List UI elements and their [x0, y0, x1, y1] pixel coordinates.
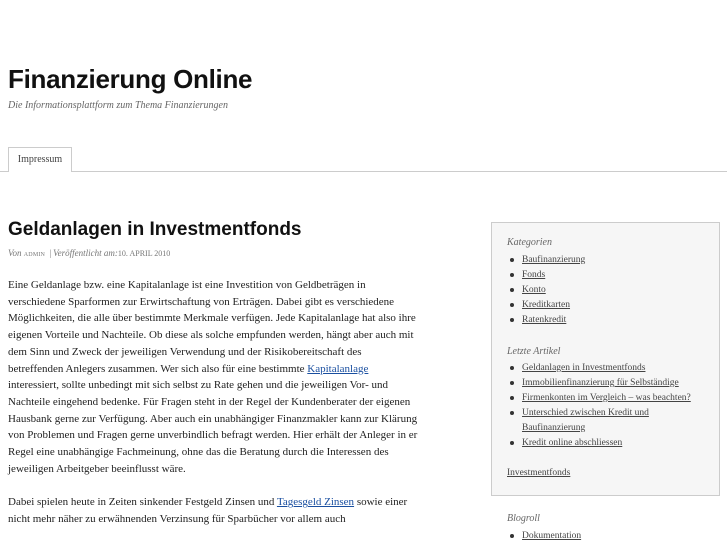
categories-list	[507, 253, 585, 328]
blogroll-heading: Blogroll	[507, 513, 540, 524]
post-meta	[8, 248, 170, 258]
list-item	[507, 376, 707, 391]
recent-post-link[interactable]: Immobilienfinanzierung für Selbständige	[522, 378, 679, 388]
list-item	[507, 253, 585, 268]
list-item	[507, 529, 581, 544]
nav-tab-impressum[interactable]: Impressum	[8, 147, 72, 172]
categories-heading: Kategorien	[507, 237, 552, 248]
post-paragraph	[8, 494, 418, 527]
post-meta-by: Von	[8, 248, 22, 258]
recent-post-link[interactable]: Kredit online abschliessen	[522, 438, 623, 448]
recent-posts-heading: Letzte Artikel	[507, 346, 561, 357]
category-link-ratenkredit[interactable]: Ratenkredit	[522, 315, 567, 325]
post-title[interactable]: Geldanlagen in Investmentfonds	[8, 219, 302, 240]
tagesgeld-zinsen-link[interactable]: Tagesgeld Zinsen	[276, 496, 355, 509]
paragraph-text: Dabei spielen heute in Zeiten sinkender Festgeld Zinsen und	[8, 496, 277, 509]
list-item	[507, 436, 707, 451]
list-item	[507, 313, 585, 328]
site-title[interactable]: Finanzierung Online	[8, 64, 253, 94]
post-published-label: Veröffentlicht am:	[53, 248, 118, 258]
list-item	[507, 391, 707, 406]
post-meta-separator: |	[49, 248, 52, 258]
recent-posts-list	[507, 361, 707, 451]
paragraph-text: sowie einer nicht mehr näher zu erwähnenden Verzinsung für Sparbücher vor allem auch	[8, 496, 408, 526]
post-date: 10. APRIL 2010	[117, 249, 171, 258]
list-item	[507, 298, 585, 313]
list-item	[507, 283, 585, 298]
recent-post-link[interactable]: Unterschied zwischen Kredit und Baufinanzierung	[522, 408, 649, 433]
paragraph-text: interessiert, sollte unbedingt mit sich selbst zu Rate gehen und die jeweiligen Vor- und Nachteile eingehend bedenke. Für Fragen steht in der Regel der Kundenberater der eigenen Hausbank gerne zur Verfügung. Aber auch ein unabhängiger Finanzmakler kann zur Klärung von Problemen und Fragen gerne unverbindlich befragt werden. Hier erhält der Anleger in er Regel eine unabhängige Fachmeinung, ohne das die Beratung durch die Interessen des jeweiligen Arbeitgeber beeinflusst wäre.	[8, 379, 418, 475]
site-tagline: Die Informationsplattform zum Thema Finanzierungen	[8, 100, 228, 111]
blogroll-link-dokumentation[interactable]: Dokumentation	[522, 531, 582, 541]
list-item	[507, 268, 585, 283]
blogroll-list	[507, 529, 581, 544]
tag-link-investmentfonds[interactable]: Investmentfonds	[507, 468, 571, 478]
nav-divider	[0, 171, 727, 172]
category-link-fonds[interactable]: Fonds	[522, 270, 546, 280]
post-author[interactable]: admin	[23, 248, 46, 258]
post-body	[8, 277, 418, 545]
list-item	[507, 361, 707, 376]
post-paragraph	[8, 277, 418, 477]
category-link-konto[interactable]: Konto	[522, 285, 546, 295]
recent-post-link[interactable]: Geldanlagen in Investmentfonds	[522, 363, 646, 373]
list-item	[507, 406, 707, 436]
recent-post-link[interactable]: Firmenkonten im Vergleich – was beachten?	[522, 393, 691, 403]
kapitalanlage-link[interactable]: Kapitalanlage	[307, 362, 369, 375]
category-link-baufinanzierung[interactable]: Baufinanzierung	[522, 255, 586, 265]
paragraph-text: Eine Geldanlage bzw. eine Kapitalanlage ist eine Investition von Geldbeträgen in verschiedene Sparformen zur Erwirtschaftung von Erträgen. Dabei gibt es verschiedene Möglichkeiten, die alle über bestimmte Merkmale verfügen. Jede Kapitalanlage hat also ihre eigenen Vorteile und Nachteile. Ob diese als solche empfunden werden, hängt aber auch mit dem Sinn und Zweck der jeweiligen Verwendung und der Risikobereitschaft des betreffenden Anlegers zusammen. Wer sich also für eine bestimmte	[8, 279, 416, 375]
category-link-kreditkarten[interactable]: Kreditkarten	[522, 300, 571, 310]
